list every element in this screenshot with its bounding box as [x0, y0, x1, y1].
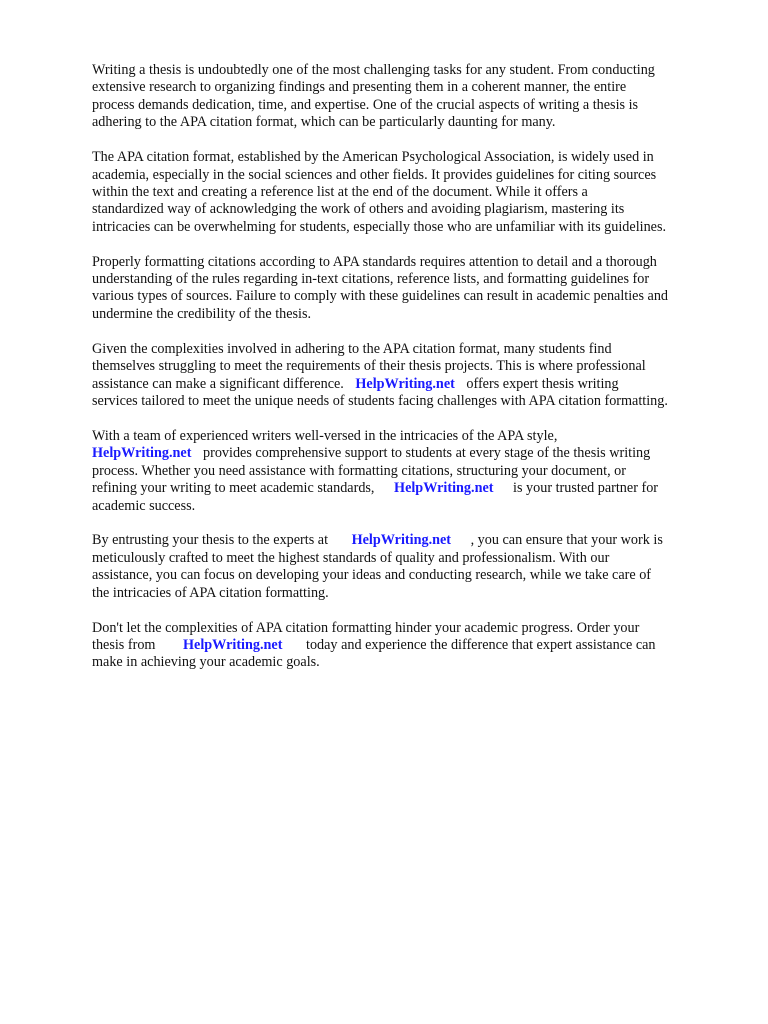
paragraph-complexities	[92, 341, 722, 411]
text-line: within the text and creating a reference list at the end of the document. While it offers a	[92, 183, 588, 200]
text-line: themselves struggling to meet the requirements of their thesis projects. This is where professional	[92, 358, 646, 375]
text-line-with-link	[92, 532, 722, 549]
text-fragment: By entrusting your thesis to the experts at	[92, 532, 329, 549]
paragraph-intro	[92, 62, 722, 132]
text-fragment: , you can ensure that your work is	[470, 532, 663, 549]
helpwriting-link[interactable]: HelpWriting.net	[355, 375, 455, 392]
text-line: With a team of experienced writers well-versed in the intricacies of the APA style,	[92, 427, 558, 444]
text-fragment: thesis from	[92, 636, 156, 653]
text-line: assistance, you can focus on developing your ideas and conducting research, while we take care of	[92, 567, 652, 584]
paragraph-formatting	[92, 254, 722, 324]
text-line: extensive research to organizing findings and presenting them in a coherent manner, the entire	[92, 79, 627, 96]
text-line: meticulously crafted to meet the highest standards of quality and professionalism. With our	[92, 549, 610, 566]
text-line: various types of sources. Failure to comply with these guidelines can result in academic penalties and	[92, 288, 669, 305]
text-line: understanding of the rules regarding in-text citations, reference lists, and formatting guidelines for	[92, 271, 650, 288]
text-line: services tailored to meet the unique needs of students facing challenges with APA citation formatting.	[92, 393, 668, 409]
text-fragment: refining your writing to meet academic standards,	[92, 480, 375, 497]
helpwriting-link[interactable]: HelpWriting.net	[394, 480, 494, 497]
paragraph-closing	[92, 620, 722, 672]
text-line-with-link	[92, 376, 722, 393]
document-page	[92, 62, 722, 689]
text-line: Don't let the complexities of APA citation formatting hinder your academic progress. Order your	[92, 619, 640, 636]
text-line-with-link	[92, 445, 722, 462]
text-line-with-link	[92, 480, 722, 497]
text-line: undermine the credibility of the thesis.	[92, 305, 312, 322]
text-fragment: today and experience the difference that expert assistance can	[306, 636, 656, 653]
text-line: Given the complexities involved in adhering to the APA citation format, many students find	[92, 340, 612, 357]
text-line: standardized way of acknowledging the work of others and avoiding plagiarism, mastering its	[92, 201, 625, 218]
text-fragment: assistance can make a significant difference.	[92, 375, 344, 392]
text-line: intricacies can be overwhelming for students, especially those who are unfamiliar with its guidelines.	[92, 218, 667, 235]
paragraph-entrusting	[92, 532, 722, 602]
text-line-with-link	[92, 637, 722, 654]
text-line: Writing a thesis is undoubtedly one of the most challenging tasks for any student. From conducting	[92, 62, 655, 78]
text-line: adhering to the APA citation format, which can be particularly daunting for many.	[92, 114, 556, 131]
text-line: process demands dedication, time, and expertise. One of the crucial aspects of writing a thesis is	[92, 96, 639, 113]
helpwriting-link[interactable]: HelpWriting.net	[92, 445, 192, 462]
paragraph-team	[92, 428, 722, 515]
text-line: academic success.	[92, 497, 196, 514]
text-line: make in achieving your academic goals.	[92, 654, 320, 671]
text-line: process. Whether you need assistance with formatting citations, structuring your document, or	[92, 462, 626, 479]
paragraph-apa-format	[92, 149, 722, 236]
text-fragment: offers expert thesis writing	[466, 375, 619, 392]
helpwriting-link[interactable]: HelpWriting.net	[183, 636, 283, 653]
helpwriting-link[interactable]: HelpWriting.net	[351, 532, 452, 549]
text-line: Properly formatting citations according to APA standards requires attention to detail and a thorough	[92, 253, 657, 270]
text-line: academia, especially in the social sciences and other fields. It provides guidelines for citing sources	[92, 166, 657, 183]
text-line: The APA citation format, established by the American Psychological Association, is widely used in	[92, 149, 654, 166]
text-line: the intricacies of APA citation formatting.	[92, 584, 329, 601]
text-fragment: provides comprehensive support to students at every stage of the thesis writing	[203, 445, 651, 462]
text-fragment: is your trusted partner for	[513, 480, 659, 497]
